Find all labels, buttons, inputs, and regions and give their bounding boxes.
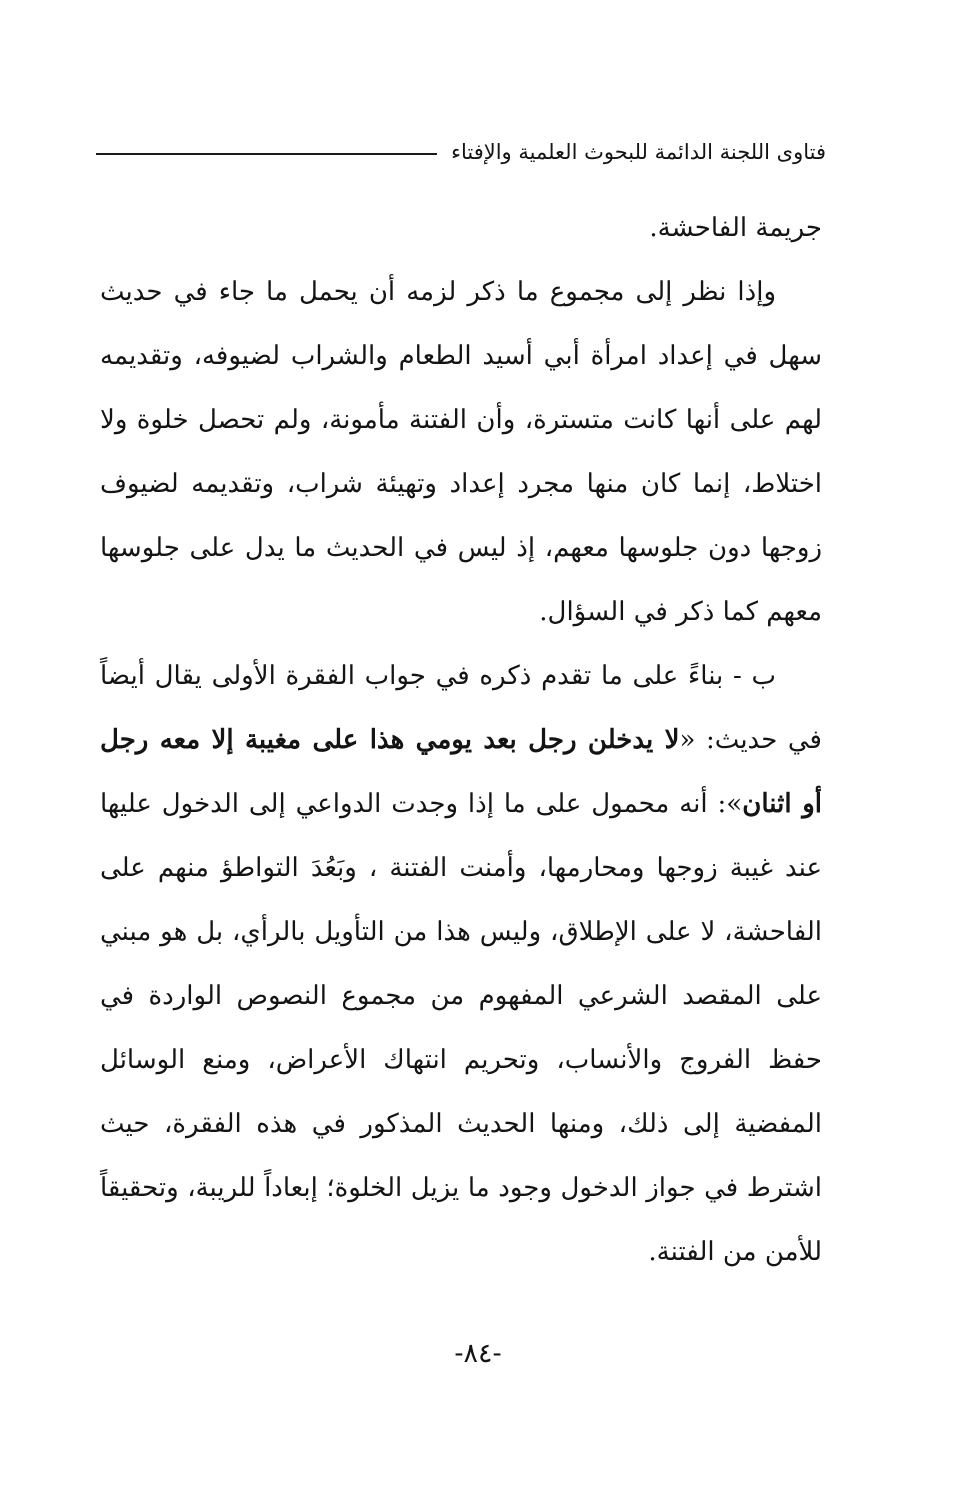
header-rule (96, 153, 437, 155)
main-text (100, 196, 822, 1284)
paragraph-1: جريمة الفاحشة. (649, 213, 822, 243)
paragraph-2: وإذا نظر إلى مجموع ما ذكر لزمه أن يحمل ما جاء في حديث سهل في إعداد امرأة أبي أسيد الطعام والشراب لضيوفه، وتقديمه لهم على أنها كانت متسترة، وأن الفتنة مأمونة، ولم تحصل خلوة ولا اختلاط، إنما كان منها مجرد إعداد وتهيئة شراب، وتقديمه لضيوف زوجها دون جلوسها معهم، إذ ليس في الحديث ما يدل على جلوسها معهم كما ذكر في السؤال. (100, 277, 822, 627)
paragraph-3-body: »: أنه محمول على ما إذا وجدت الدواعي إلى الدخول عليها عند غيبة زوجها ومحارمها، وأمنت الفتنة ، وبَعُدَ التواطؤ منهم على الفاحشة، لا على الإطلاق، وليس هذا من التأويل بالرأي، بل هو مبني على المقصد الشرعي المفهوم من مجموع النصوص الواردة في حفظ الفروج والأنساب، وتحريم انتهاك الأعراض، ومنع الوسائل المفضية إلى ذلك، ومنها الحديث المذكور في هذه الفقرة، حيث اشترط في جواز الدخول وجود ما يزيل الخلوة؛ إبعاداً للريبة، وتحقيقاً للأمن من الفتنة. (100, 789, 822, 1267)
paragraph-3 (100, 644, 822, 1284)
hadith-quote: لا يدخلن رجل بعد يومي هذا على مغيبة إلا معه رجل أو اثنان (100, 725, 823, 819)
header-title: فتاوى اللجنة الدائمة للبحوث العلمية والإفتاء (451, 140, 826, 164)
paragraph-3-intro: ب - بناءً على ما تقدم ذكره في جواب الفقرة الأولى يقال أيضاً في حديث: « (100, 661, 822, 755)
page-number: -٨٤- (454, 1338, 502, 1369)
running-header (96, 132, 826, 172)
